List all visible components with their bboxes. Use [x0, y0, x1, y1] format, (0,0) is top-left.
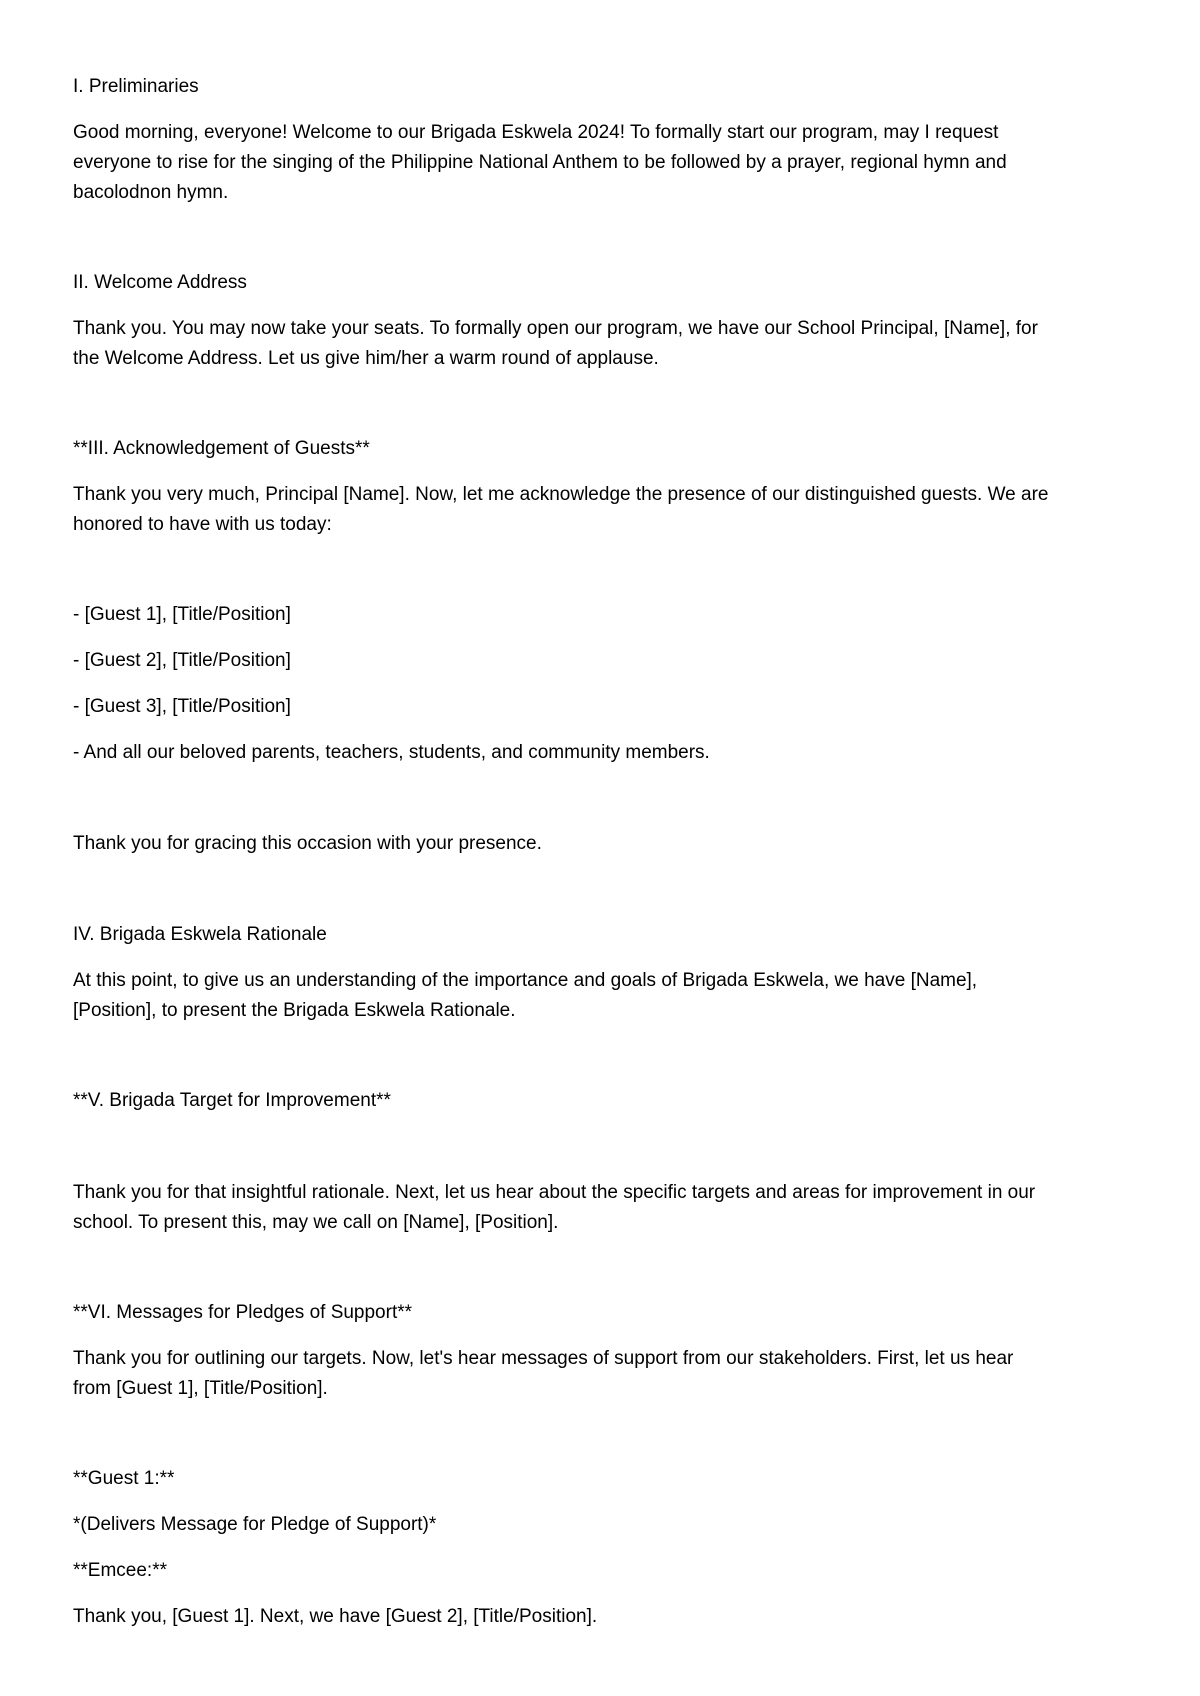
- paragraph-line: bacolodnon hymn.: [73, 182, 229, 203]
- section-heading-acknowledgement: **III. Acknowledgement of Guests**: [73, 438, 370, 459]
- paragraph-line: Thank you for that insightful rationale. Next, let us hear about the specific targets and areas for improvement in our: [73, 1182, 1036, 1203]
- list-item: - [Guest 1], [Title/Position]: [73, 604, 291, 625]
- paragraph-line: the Welcome Address. Let us give him/her a warm round of applause.: [73, 348, 659, 369]
- stage-direction: *(Delivers Message for Pledge of Support)*: [73, 1514, 437, 1535]
- paragraph-line: everyone to rise for the singing of the Philippine National Anthem to be followed by a prayer, regional hymn and: [73, 152, 1007, 173]
- paragraph-line: Good morning, everyone! Welcome to our Brigada Eskwela 2024! To formally start our program, may I request: [73, 122, 999, 143]
- list-item: - [Guest 2], [Title/Position]: [73, 650, 291, 671]
- paragraph-line: honored to have with us today:: [73, 514, 332, 535]
- dialogue-line: Thank you, [Guest 1]. Next, we have [Guest 2], [Title/Position].: [73, 1606, 598, 1627]
- paragraph-line: school. To present this, may we call on [Name], [Position].: [73, 1212, 559, 1233]
- paragraph-line: Thank you. You may now take your seats. To formally open our program, we have our School Principal, [Name], for: [73, 318, 1038, 339]
- list-item: - And all our beloved parents, teachers, students, and community members.: [73, 742, 710, 763]
- section-heading-preliminaries: I. Preliminaries: [73, 76, 199, 97]
- paragraph-line: At this point, to give us an understanding of the importance and goals of Brigada Eskwela, we have [Name],: [73, 970, 978, 991]
- section-heading-messages: **VI. Messages for Pledges of Support**: [73, 1302, 413, 1323]
- section-heading-welcome-address: II. Welcome Address: [73, 272, 247, 293]
- section-heading-rationale: IV. Brigada Eskwela Rationale: [73, 924, 327, 945]
- section-heading-target: **V. Brigada Target for Improvement**: [73, 1090, 391, 1111]
- paragraph-line: [Position], to present the Brigada Eskwela Rationale.: [73, 1000, 516, 1021]
- paragraph-line: Thank you very much, Principal [Name]. Now, let me acknowledge the presence of our distinguished guests. We are: [73, 484, 1049, 505]
- speaker-label: **Emcee:**: [73, 1560, 167, 1581]
- speaker-label: **Guest 1:**: [73, 1468, 175, 1489]
- paragraph-line: Thank you for outlining our targets. Now, let's hear messages of support from our stakeholders. First, let us hear: [73, 1348, 1014, 1369]
- list-item: - [Guest 3], [Title/Position]: [73, 696, 291, 717]
- closing-line: Thank you for gracing this occasion with your presence.: [73, 833, 542, 854]
- paragraph-line: from [Guest 1], [Title/Position].: [73, 1378, 328, 1399]
